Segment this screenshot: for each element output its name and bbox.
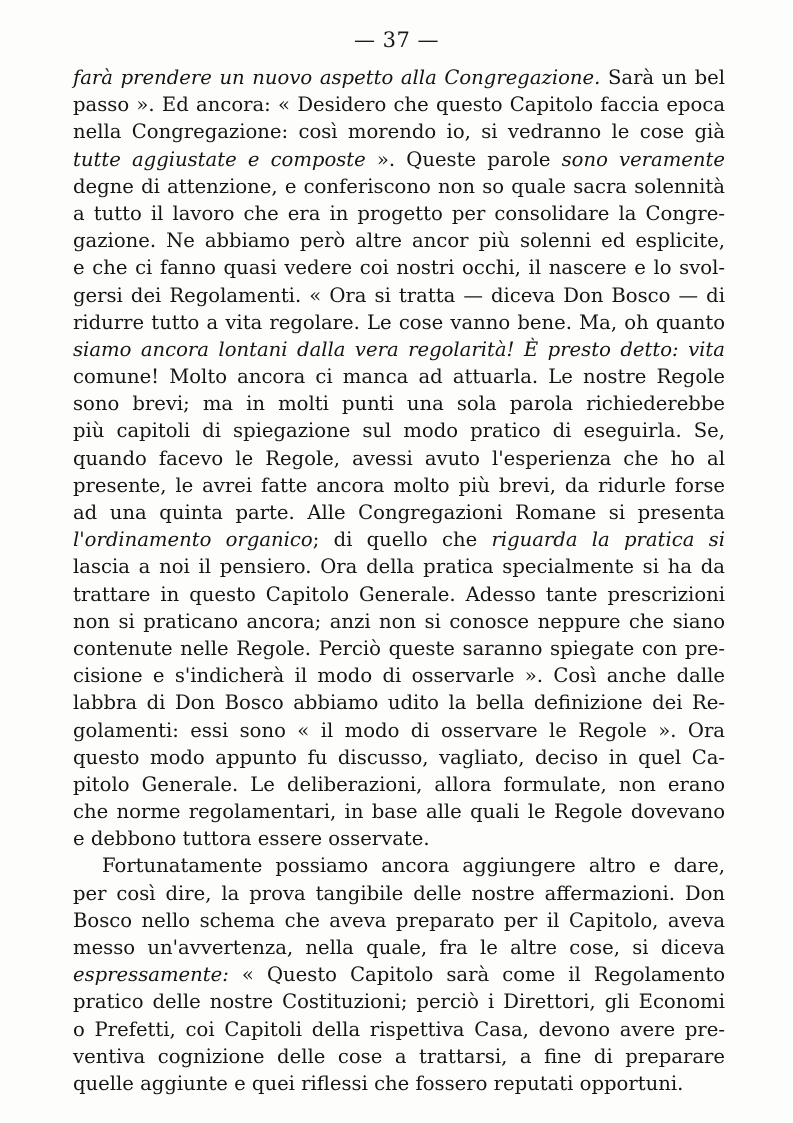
text-line <box>73 988 725 1015</box>
text-segment: nella Congregazione: così morendo io, si vedranno le cose già <box>73 120 725 144</box>
text-segment: pitolo Generale. Le deliberazioni, allora formulate, non erano <box>73 772 725 796</box>
text-line <box>73 689 725 716</box>
text-segment: quando facevo le Regole, avessi avuto l'esperienza che ho al <box>73 446 725 470</box>
text-segment: sono brevi; ma in molti punti una sola parola richiederebbe <box>73 392 725 416</box>
text-line <box>73 771 725 798</box>
text-line <box>73 934 725 961</box>
text-segment: messo un'avvertenza, nella quale, fra le altre cose, si diceva <box>73 936 725 959</box>
text-segment: non si praticano ancora; anzi non si conosce neppure che siano <box>73 609 725 633</box>
italic-text: espressamente: <box>73 963 242 987</box>
text-segment: cisione e s'indicherà il modo di osservarle ». Così anche dalle <box>73 664 725 688</box>
text-segment: che norme regolamentari, in base alle quali le Regole dovevano <box>73 800 725 824</box>
text-segment: ventiva cognizione delle cose a trattarsi, a fine di preparare <box>73 1044 725 1068</box>
text-line <box>73 744 725 771</box>
text-segment: Sarà un bel <box>600 66 725 89</box>
italic-text: sono veramente <box>561 147 725 171</box>
text-line <box>73 64 725 91</box>
text-line <box>73 472 725 499</box>
text-segment: degne di attenzione, e conferiscono non so quale sacra solennità <box>73 174 725 198</box>
text-segment: comune! Molto ancora ci manca ad attuarla. Le nostre Regole <box>73 365 725 389</box>
text-line <box>73 146 725 173</box>
text-line <box>73 282 725 309</box>
text-line <box>73 961 725 988</box>
text-line <box>73 662 725 689</box>
page-number: — 37 — <box>353 28 440 52</box>
body-text <box>73 64 725 1097</box>
text-segment: passo ». Ed ancora: « Desidero che questo Capitolo faccia epoca <box>73 93 725 117</box>
text-line <box>73 798 725 825</box>
italic-text: riguarda la pratica si <box>491 528 725 552</box>
text-line <box>73 852 725 879</box>
text-segment: pratico delle nostre Costituzioni; perciò i Direttori, gli Economi <box>73 990 725 1014</box>
text-line <box>73 825 725 852</box>
text-line <box>73 336 725 363</box>
text-line <box>73 581 725 608</box>
text-segment: ; di quello che <box>312 528 492 552</box>
text-line <box>73 390 725 417</box>
text-segment: questo modo appunto fu discusso, vagliato, deciso in quel Ca- <box>73 745 725 769</box>
text-line <box>73 173 725 200</box>
text-segment: ad una quinta parte. Alle Congregazioni Romane si presenta <box>73 501 725 524</box>
text-segment: Fortunatamente possiamo ancora aggiungere altro e dare, <box>102 854 725 878</box>
text-line <box>73 91 725 118</box>
text-segment: e che ci fanno quasi vedere coi nostri occhi, il nascere e lo svol- <box>73 256 725 280</box>
text-line <box>73 254 725 281</box>
text-line <box>73 608 725 635</box>
text-segment: ridurre tutto a vita regolare. Le cose vanno bene. Ma, oh quanto <box>73 310 725 334</box>
text-line <box>73 417 725 444</box>
text-line <box>73 445 725 472</box>
text-line <box>73 1016 725 1043</box>
text-segment: lascia a noi il pensiero. Ora della pratica specialmente si ha da <box>73 555 725 579</box>
text-line <box>73 200 725 227</box>
text-segment: a tutto il lavoro che era in progetto per consolidare la Congre- <box>73 201 725 225</box>
text-segment: presente, le avrei fatte ancora molto più brevi, da ridurle forse <box>73 473 725 497</box>
text-segment: gersi dei Regolamenti. « Ora si tratta — diceva Don Bosco — di <box>73 283 725 307</box>
text-line <box>73 118 725 145</box>
text-line <box>73 717 725 744</box>
text-segment: e debbono tuttora essere osservate. <box>73 827 430 851</box>
text-line <box>73 309 725 336</box>
italic-text: farà prendere un nuovo aspetto alla Congregazione. <box>73 66 601 89</box>
italic-text: tutte aggiustate e composte <box>73 147 366 171</box>
text-segment: labbra di Don Bosco abbiamo udito la bella definizione dei Re- <box>73 691 725 715</box>
italic-text: l'ordinamento organico <box>73 528 313 552</box>
paragraph <box>73 852 725 1097</box>
text-segment: Bosco nello schema che aveva preparato per il Capitolo, aveva <box>73 908 725 932</box>
italic-text: siamo ancora lontani dalla vera regolarità! È presto detto: vita <box>73 337 725 361</box>
text-line <box>73 1070 725 1097</box>
text-segment: ». Queste parole <box>365 147 562 171</box>
text-segment: trattare in questo Capitolo Generale. Adesso tante prescrizioni <box>73 582 725 606</box>
text-segment: o Prefetti, coi Capitoli della rispettiva Casa, devono avere pre- <box>73 1017 725 1041</box>
text-line <box>73 553 725 580</box>
text-segment: « Questo Capitolo sarà come il Regolamento <box>241 963 725 987</box>
text-segment: per così dire, la prova tangibile delle nostre affermazioni. Don <box>73 881 725 905</box>
text-line <box>73 526 725 553</box>
text-segment: golamenti: essi sono « il modo di osservare le Regole ». Ora <box>73 718 725 742</box>
text-segment: quelle aggiunte e quei riflessi che fossero reputati opportuni. <box>73 1071 684 1095</box>
text-line <box>73 1043 725 1070</box>
paragraph <box>73 64 725 852</box>
text-line <box>73 499 725 526</box>
text-line <box>73 635 725 662</box>
text-segment: contenute nelle Regole. Perciò queste saranno spiegate con pre- <box>73 636 725 660</box>
text-segment: gazione. Ne abbiamo però altre ancor più solenni ed esplicite, <box>73 229 725 253</box>
text-line <box>73 363 725 390</box>
text-line <box>73 880 725 907</box>
text-line <box>73 227 725 254</box>
text-segment: più capitoli di spiegazione sul modo pratico di eseguirla. Se, <box>73 419 725 443</box>
text-line <box>73 907 725 934</box>
